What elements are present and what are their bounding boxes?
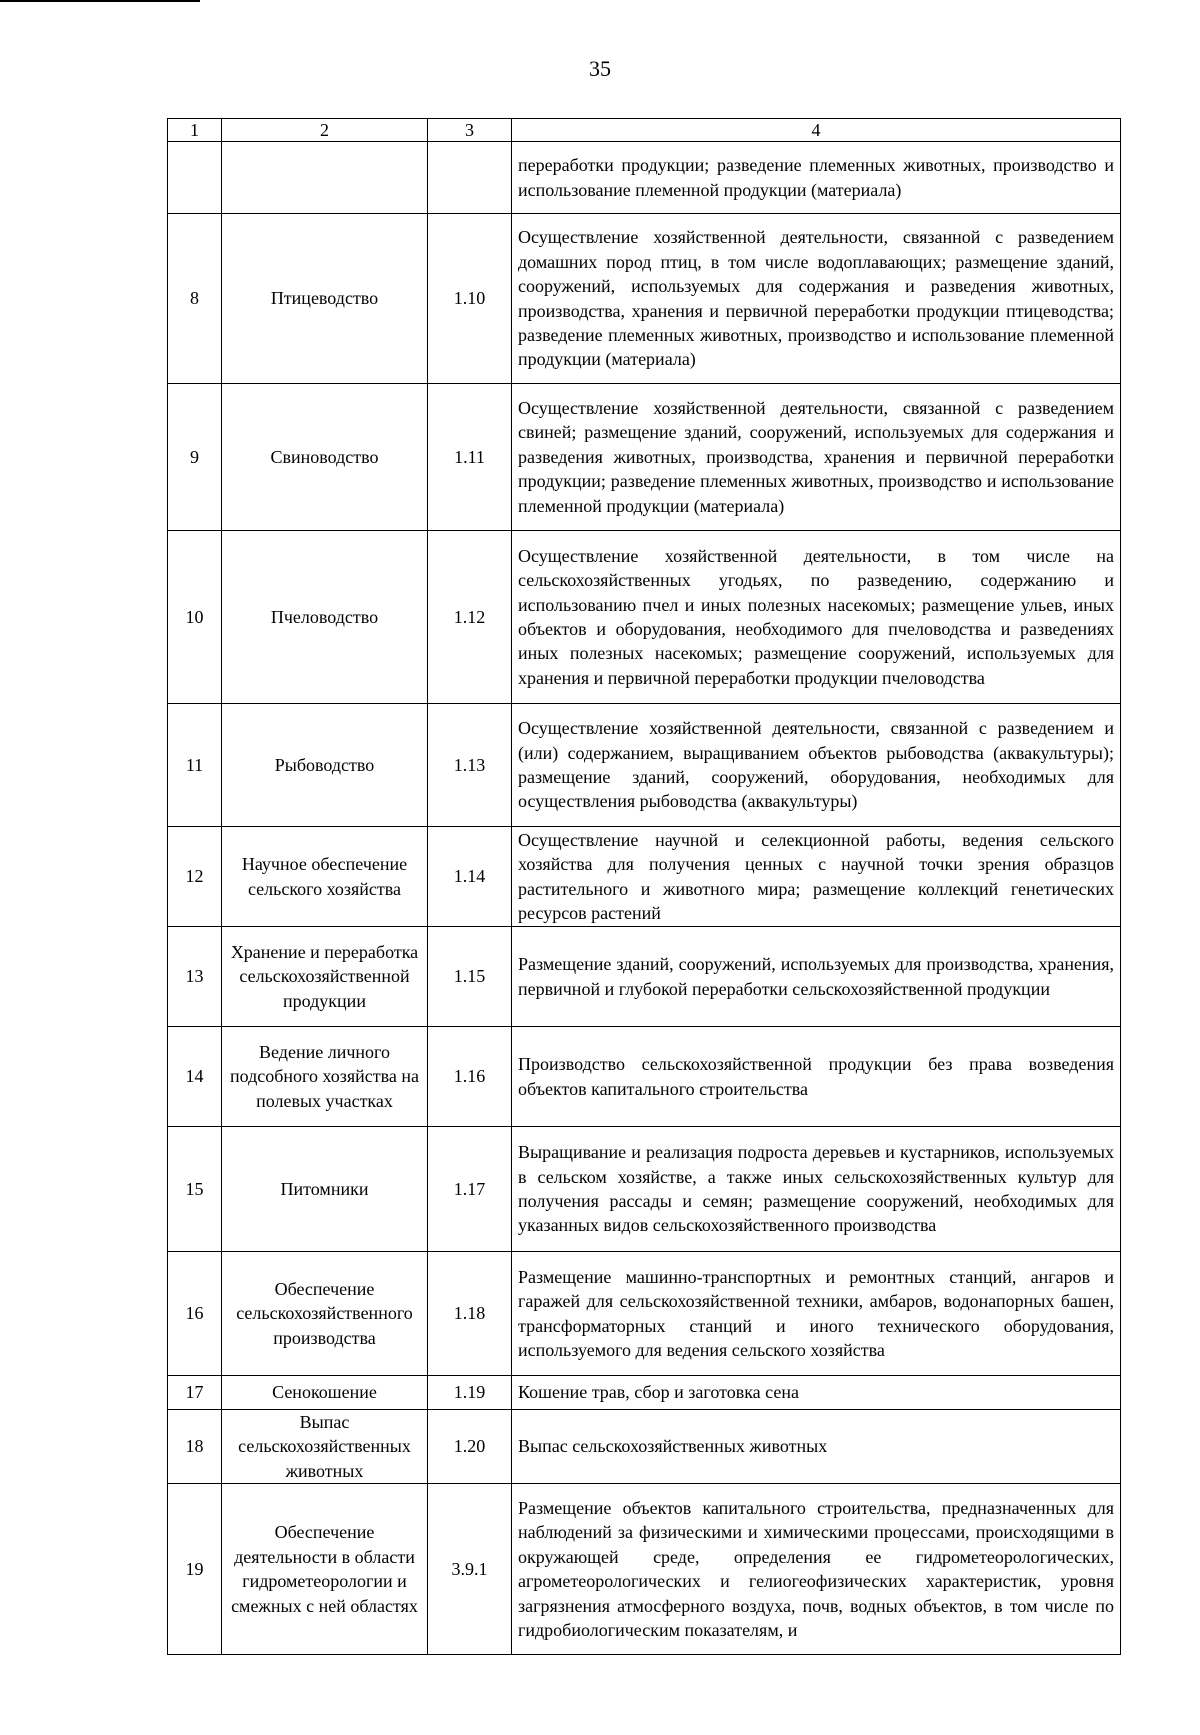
row-name: Обеспечение деятельности в области гидрометеорологии и смежных с ней областях (222, 1484, 428, 1655)
row-name (222, 142, 428, 214)
row-number: 14 (168, 1027, 222, 1127)
row-name: Обеспечение сельскохозяйственного производства (222, 1252, 428, 1376)
header-col-2: 2 (222, 119, 428, 142)
table-row (168, 1252, 1121, 1376)
scan-edge-mark (0, 0, 200, 2)
row-name: Свиноводство (222, 384, 428, 531)
table-row (168, 1410, 1121, 1484)
table-row (168, 1484, 1121, 1655)
row-code: 1.16 (428, 1027, 512, 1127)
row-code: 1.14 (428, 827, 512, 927)
row-name: Питомники (222, 1127, 428, 1252)
header-col-3: 3 (428, 119, 512, 142)
row-name: Сенокошение (222, 1376, 428, 1410)
row-description: Осуществление научной и селекционной работы, ведения сельского хозяйства для получения ценных с научной точки зрения образцов растительного и животного мира; размещение коллекций генетических ресурсов растений (512, 827, 1121, 927)
row-number: 12 (168, 827, 222, 927)
table-row (168, 704, 1121, 827)
row-description: Осуществление хозяйственной деятельности, связанной с разведением и (или) содержанием, выращиванием объектов рыбоводства (аквакультуры); размещение зданий, сооружений, оборудования, необходимых для осуществления рыбоводства (аквакультуры) (512, 704, 1121, 827)
table-row (168, 1376, 1121, 1410)
header-col-4: 4 (512, 119, 1121, 142)
row-description: Размещение машинно-транспортных и ремонтных станций, ангаров и гаражей для сельскохозяйственной техники, амбаров, водонапорных башен, трансформаторных станций и иного технического оборудования, используемого для ведения сельского хозяйства (512, 1252, 1121, 1376)
row-code: 1.12 (428, 531, 512, 704)
row-description: Осуществление хозяйственной деятельности, связанной с разведением домашних пород птиц, в том числе водоплавающих; размещение зданий, сооружений, используемых для содержания и разведения животных, производства, хранения и первичной переработки продукции птицеводства; разведение племенных животных, производство и использование племенной продукции (материала) (512, 214, 1121, 384)
row-code: 1.11 (428, 384, 512, 531)
table-row (168, 214, 1121, 384)
row-code: 1.10 (428, 214, 512, 384)
row-number: 17 (168, 1376, 222, 1410)
row-description: Кошение трав, сбор и заготовка сена (512, 1376, 1121, 1410)
row-name: Пчеловодство (222, 531, 428, 704)
row-name: Выпас сельскохозяйственных животных (222, 1410, 428, 1484)
row-code: 1.20 (428, 1410, 512, 1484)
row-code: 1.19 (428, 1376, 512, 1410)
row-number: 19 (168, 1484, 222, 1655)
row-number: 18 (168, 1410, 222, 1484)
row-number (168, 142, 222, 214)
table-row (168, 927, 1121, 1027)
row-code (428, 142, 512, 214)
row-number: 8 (168, 214, 222, 384)
row-number: 11 (168, 704, 222, 827)
header-col-1: 1 (168, 119, 222, 142)
row-name: Птицеводство (222, 214, 428, 384)
row-name: Рыбоводство (222, 704, 428, 827)
row-name: Научное обеспечение сельского хозяйства (222, 827, 428, 927)
row-code: 3.9.1 (428, 1484, 512, 1655)
table-row (168, 531, 1121, 704)
table-row (168, 827, 1121, 927)
row-number: 9 (168, 384, 222, 531)
page-number: 35 (589, 56, 611, 81)
row-code: 1.15 (428, 927, 512, 1027)
row-number: 15 (168, 1127, 222, 1252)
table-row (168, 142, 1121, 214)
row-name: Хранение и переработка сельскохозяйственной продукции (222, 927, 428, 1027)
row-number: 16 (168, 1252, 222, 1376)
table-header-row (168, 119, 1121, 142)
row-code: 1.17 (428, 1127, 512, 1252)
table-row (168, 1127, 1121, 1252)
table-row (168, 1027, 1121, 1127)
land-use-table (167, 118, 1121, 1655)
row-code: 1.13 (428, 704, 512, 827)
row-number: 13 (168, 927, 222, 1027)
row-description: Производство сельскохозяйственной продукции без права возведения объектов капитального строительства (512, 1027, 1121, 1127)
row-description: Осуществление хозяйственной деятельности, связанной с разведением свиней; размещение зданий, сооружений, используемых для содержания и разведения животных, производства, хранения и первичной переработки продукции; разведение племенных животных, производство и использование племенной продукции (материала) (512, 384, 1121, 531)
row-description: переработки продукции; разведение племенных животных, производство и использование племенной продукции (материала) (512, 142, 1121, 214)
row-description: Выпас сельскохозяйственных животных (512, 1410, 1121, 1484)
row-name: Ведение личного подсобного хозяйства на полевых участках (222, 1027, 428, 1127)
row-description: Размещение объектов капитального строительства, предназначенных для наблюдений за физическими и химическими процессами, происходящими в окружающей среде, определения ее гидрометеорологических, агрометеорологических и гелиогеофизических характеристик, уровня загрязнения атмосферного воздуха, почв, водных объектов, в том числе по гидробиологическим показателям, и (512, 1484, 1121, 1655)
row-number: 10 (168, 531, 222, 704)
row-description: Выращивание и реализация подроста деревьев и кустарников, используемых в сельском хозяйстве, а также иных сельскохозяйственных культур для получения рассады и семян; размещение сооружений, необходимых для указанных видов сельскохозяйственного производства (512, 1127, 1121, 1252)
table-row (168, 384, 1121, 531)
row-description: Осуществление хозяйственной деятельности, в том числе на сельскохозяйственных угодьях, по разведению, содержанию и использованию пчел и иных полезных насекомых; размещение ульев, иных объектов и оборудования, необходимого для пчеловодства и разведениях иных полезных насекомых; размещение сооружений, используемых для хранения и первичной переработки продукции пчеловодства (512, 531, 1121, 704)
row-description: Размещение зданий, сооружений, используемых для производства, хранения, первичной и глубокой переработки сельскохозяйственной продукции (512, 927, 1121, 1027)
row-code: 1.18 (428, 1252, 512, 1376)
